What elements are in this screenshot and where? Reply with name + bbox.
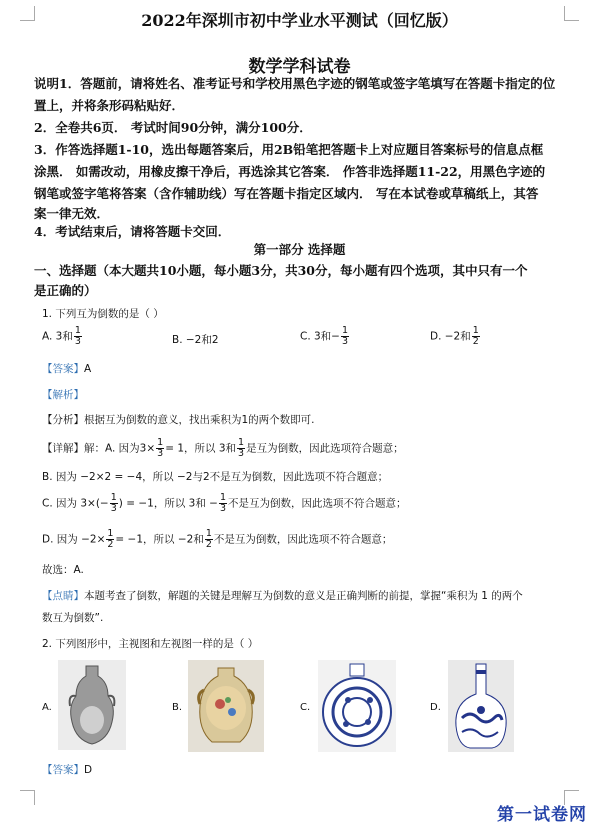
fraction: $\frac{1}{3}$ [342,325,349,347]
exam-subtitle: 数学学科试卷 [248,57,351,77]
q2-image-d-vase [448,660,514,752]
q1-stem: 1. 下列互为倒数的是（ ） [42,308,164,320]
answer-value: D [84,764,93,776]
q1-fenxi [42,413,315,427]
q1-xiangjie-c: C. 因为 3×(− $\frac{1}{3}$ ) = −1，所以 3和 − $\frac{1}{3}$ 不是互为倒数，因此选项不符合题意； [42,492,407,514]
instruction-line: 2．全卷共6页． 考试时间90分钟，满分100分． [34,120,312,135]
instruction-line: 4．考试结束后，请将答题卡交回． [34,224,231,239]
q1-answer [42,362,91,376]
q2-label-a: A. [42,702,52,713]
part-title: 第一部分 选择题 [253,242,346,257]
q1-option-c [300,326,350,347]
q1-xiangjie-a: 【详解】解：A. 因为3× $\frac{1}{3}$ = 1，所以 3和 $\frac{1}{3}$ 是互为倒数，因此选项符合题意； [42,437,404,459]
q1-conclusion: 故选：A. [42,564,84,576]
q2-label-c: C. [300,702,311,713]
fenxi-tag: 【分析】 [42,414,84,426]
section-heading-cont: 是正确的） [34,283,97,298]
fraction: $\frac{1}{3}$ [74,325,81,347]
q1-xiangjie-d: D. 因为 −2× $\frac{1}{2}$ = −1，所以 −2和 $\frac{1}{2}$ 不是互为倒数，因此选项不符合题意； [42,528,393,550]
fenxi-text: 根据互为倒数的意义，找出乘积为1的两个数即可. [84,414,315,426]
crop-mark-bl [20,790,35,805]
instruction-line: 3．作答选择题1-10，选出每题答案后，用2B铅笔把答题卡上对应题目答案标号的信息点框 [34,142,544,157]
analysis-tag: 【解析】 [42,389,84,401]
answer-tag: 【答案】 [42,764,84,776]
site-watermark: 第一试卷网 [497,805,587,825]
q2-label-d: D. [430,702,441,713]
q1-dianjing-cont: 数互为倒数”. [42,612,104,624]
q1-dianjing: 【点睛】本题考查了倒数，解题的关键是理解互为倒数的意义是正确判断的前提，掌握“乘积为 1 的两个 [42,590,523,602]
q1-option-b: B. −2和2 [172,334,219,346]
instruction-line: 案一律无效． [34,206,110,221]
answer-value: A [84,363,92,375]
option-text: A. 3和 [42,330,73,343]
q1-option-d [430,326,481,347]
q2-label-b: B. [172,702,183,713]
exam-title: 2022年深圳市初中学业水平测试（回忆版） [141,11,458,30]
q2-answer [42,763,92,777]
q1-xiangjie-b: B. 因为 −2×2 = −4，所以 −2与2不是互为倒数，因此选项不符合题意； [42,471,389,483]
option-text: D. −2和 [430,330,471,343]
q2-image-a-vase [58,660,126,750]
instruction-line: 涂黑． 如需改动，用橡皮擦干净后，再选涂其它答案． 作答非选择题11-22，用黑色字迹的 [34,164,546,179]
option-text: C. 3和− [300,330,340,343]
xiangjie-tag: 【详解】 [42,442,84,455]
q2-stem: 2. 下列图形中，主视图和左视图一样的是（ ） [42,638,259,650]
q2-image-b-vase [188,660,264,752]
fraction: $\frac{1}{2}$ [472,325,479,347]
instruction-line: 说明1．答题前，请将姓名、准考证号和学校用黑色字迹的钢笔或签字笔填写在答题卡指定的位 [34,76,556,91]
instruction-line: 置上，并将条形码粘贴好． [34,98,185,113]
q2-image-c-moonflask [318,660,396,752]
q1-option-a [42,326,83,347]
section-heading: 一、选择题（本大题共10小题，每小题3分，共30分，每小题有四个选项，其中只有一个 [34,263,528,278]
answer-tag: 【答案】 [42,363,84,375]
dianjing-tag: 【点睛】 [42,590,84,602]
instruction-line: 钢笔或签字笔将答案（含作辅助线）写在答题卡指定区域内． 写在本试卷或草稿纸上，其答 [34,186,539,201]
